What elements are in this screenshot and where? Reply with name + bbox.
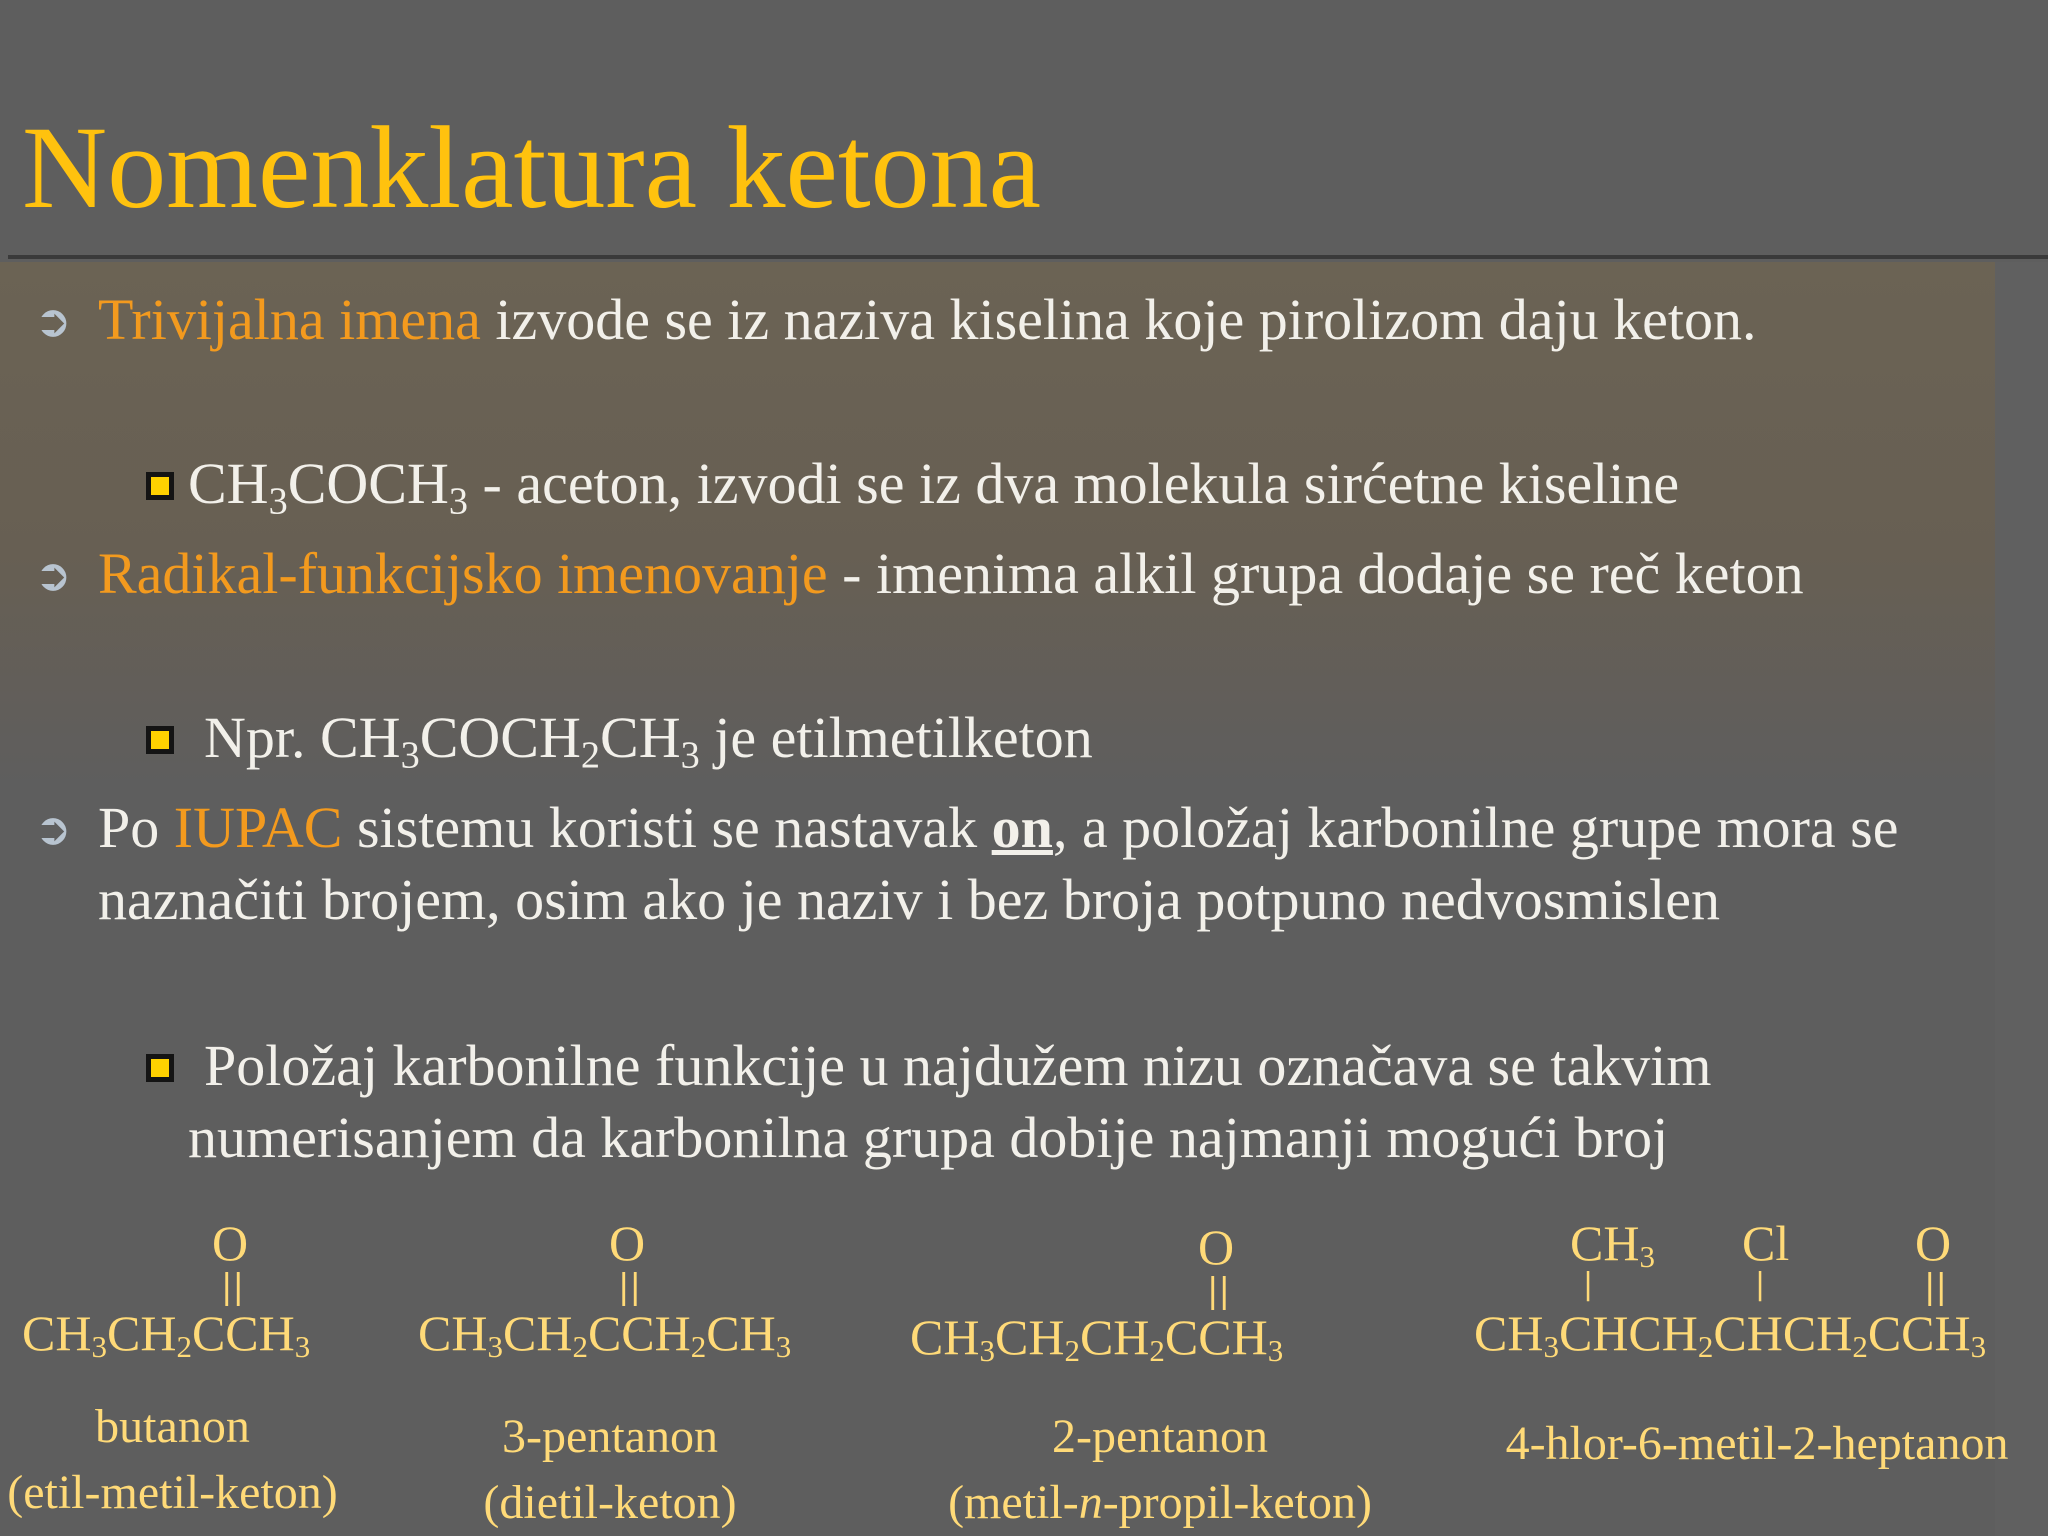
arrow-bullet-icon: ➲ (34, 296, 72, 347)
arrow-bullet-icon: ➲ (34, 550, 72, 601)
bullet-iupac: ➲ Po IUPAC sistemu koristi se nastavak on, a položaj karbonilne grupe mora se naznačiti brojem, osim ako je naziv i bez broja potpuno nedvosmislen (98, 792, 1988, 936)
subbullet-text: je etilmetilketon (699, 705, 1093, 770)
example-prefix: Npr. (204, 705, 320, 770)
square-bullet-icon (146, 726, 174, 754)
name-butanon: butanon (95, 1400, 250, 1453)
single-bond-icon: | (1583, 1267, 1594, 1302)
chloro-substituent: Cl (1742, 1215, 1790, 1271)
formula-acetone: $CH_3COCH_3$ (188, 451, 469, 523)
suffix-on: on (991, 795, 1053, 860)
carbonyl-oxygen: O (1198, 1219, 1235, 1275)
formula-3-pentanon: $CH_3CH_2CCH_2CH_3$ (418, 1305, 792, 1364)
right-edge-band (1995, 262, 2048, 1536)
double-bond-icon: || (221, 1267, 244, 1307)
carbonyl-oxygen: O (609, 1215, 646, 1271)
formula-2-pentanon: $CH_3CH_2CH_2CCH_3$ (910, 1309, 1284, 1368)
alt-name-2-pentanon: (metil-n-propil-keton) (948, 1476, 1372, 1529)
term-iupac: IUPAC (173, 795, 343, 860)
name-heptanon: 4-hlor-6-metil-2-heptanon (1505, 1417, 2009, 1470)
formula-heptanon: $CH_3CHCH_2CHCH_2CCH_3$ (1474, 1305, 1987, 1364)
title-divider (8, 255, 2048, 259)
square-bullet-icon (146, 1054, 174, 1082)
bullet-radical-functional (34, 538, 1988, 610)
arrow-bullet-icon: ➲ (34, 804, 72, 855)
bullet-text: izvode se iz naziva kiselina koje pirolizom daju keton. (480, 287, 1757, 352)
alt-name-3-pentanon: (dietil-keton) (483, 1476, 737, 1529)
alt-name-butanon: (etil-metil-keton) (7, 1466, 338, 1519)
formula-ethylmethylketone: $CH_3COCH_2CH_3$ (320, 705, 700, 777)
bullet-trivial-names (34, 284, 1988, 356)
term-radical-functional: Radikal-funkcijsko imenovanje (98, 541, 828, 606)
subbullet-example (204, 702, 1984, 777)
subbullet-text: Položaj karbonilne funkcije u najdužem nizu označava se takvim numerisanjem da karbonilna grupa dobije najmanji mogući broj (188, 1033, 1712, 1170)
bullet-text: - imenima alkil grupa dodaje se reč keton (827, 541, 1804, 606)
formula-butanon: $CH_3CH_2CCH_3$ (22, 1305, 311, 1364)
single-bond-icon: | (1755, 1267, 1766, 1302)
subbullet-text: - aceton, izvodi se iz dva molekula sirćetne kiseline (468, 451, 1680, 516)
carbonyl-oxygen: O (212, 1215, 249, 1271)
name-2-pentanon: 2-pentanon (1052, 1410, 1268, 1463)
double-bond-icon: || (618, 1267, 641, 1307)
slide-title: Nomenklatura ketona (22, 102, 1042, 233)
term-trivial-names: Trivijalna imena (98, 287, 481, 352)
name-3-pentanon: 3-pentanon (502, 1410, 718, 1463)
carbonyl-oxygen: O (1915, 1215, 1952, 1271)
double-bond-icon: || (1924, 1267, 1947, 1307)
double-bond-icon: || (1207, 1271, 1230, 1311)
methyl-substituent: $CH_3$ (1570, 1215, 1655, 1274)
subbullet-acetone (188, 448, 1988, 523)
square-bullet-icon (146, 472, 174, 500)
subbullet-numbering (188, 1030, 1988, 1174)
